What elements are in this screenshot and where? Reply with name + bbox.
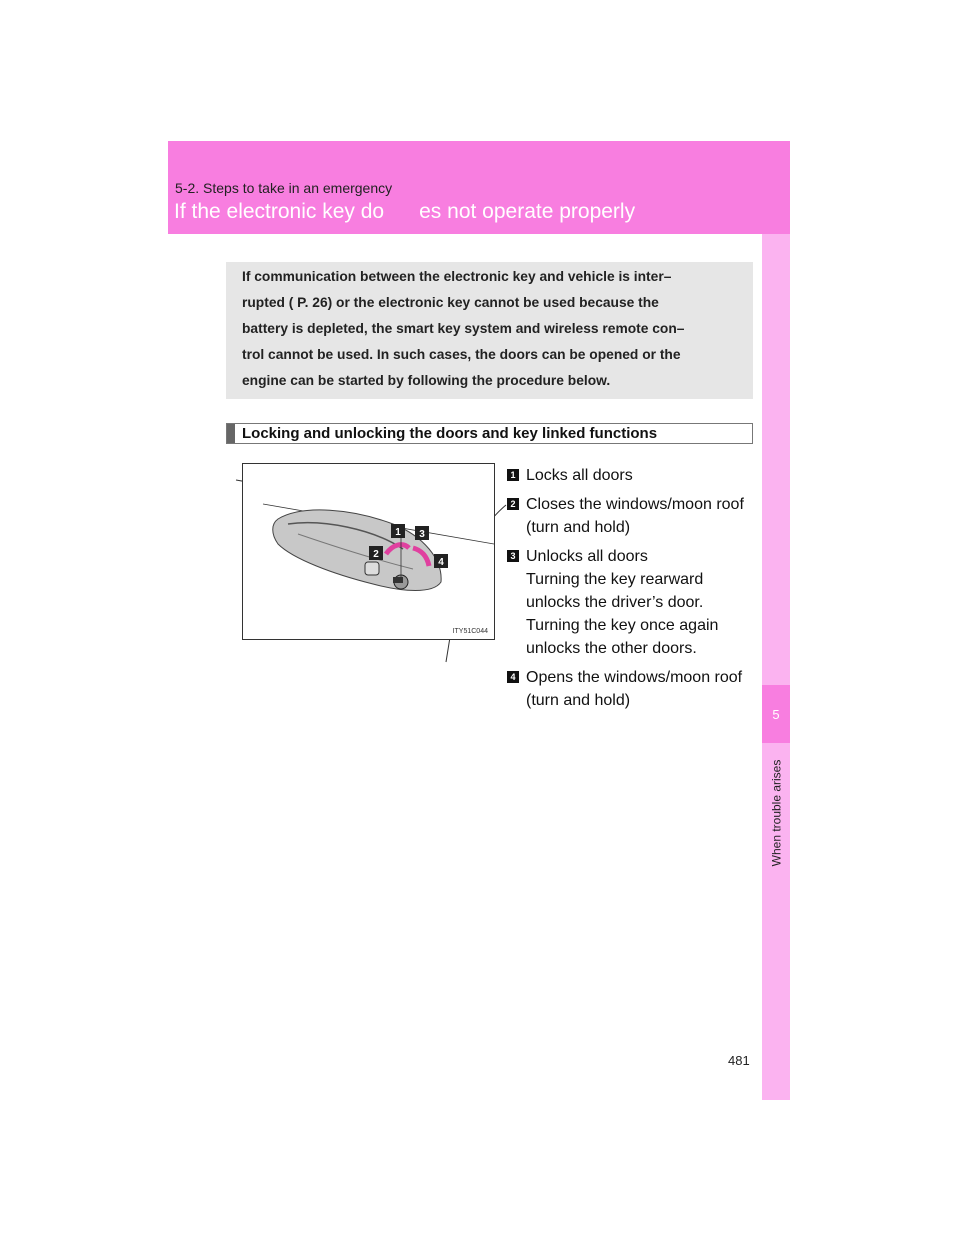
step-2-title: Closes the windows/moon roof (turn and hold) [526,496,744,536]
step-1 [507,464,757,487]
intro-line: engine can be started by following the procedure below. [242,373,611,388]
page-title: If the electronic key do es not operate properly [174,200,636,223]
callout-2 [369,546,383,560]
side-tab-label-text: When trouble arises [769,759,783,866]
svg-text:4: 4 [438,557,444,568]
step-3-description: Turning the key rearward unlocks the driver’s door. Turning the key once again unlocks the other doors. [526,571,719,657]
step-1-title: Locks all doors [526,467,633,484]
section-heading-text: Locking and unlocking the doors and key linked functions [242,425,658,442]
step-1-number: 1 [507,469,519,481]
door-handle-illustration [243,464,494,639]
svg-text:3: 3 [419,529,425,540]
intro-line: If communication between the electronic key and vehicle is inter– [242,269,672,284]
svg-text:2: 2 [373,549,379,560]
step-2 [507,493,757,539]
svg-text:1: 1 [395,527,401,538]
steps-list [507,464,757,718]
step-4-number: 4 [507,671,519,683]
intro-line: trol cannot be used. In such cases, the doors can be opened or the [242,347,681,362]
step-4 [507,666,757,712]
callout-4 [434,554,448,568]
step-4-title: Opens the windows/moon roof (turn and hold) [526,669,743,709]
step-2-number: 2 [507,498,519,510]
intro-line: battery is depleted, the smart key system and wireless remote con– [242,321,685,336]
door-handle-figure [242,463,495,640]
callout-3 [415,526,429,540]
intro-line: rupted ( P. 26) or the electronic key cannot be used because the [242,295,659,310]
step-3-number: 3 [507,550,519,562]
step-3 [507,545,757,660]
side-tab-number[interactable]: 5 [762,685,790,743]
figure-code: ITY51C044 [452,628,488,635]
step-3-title: Unlocks all doors [526,548,648,565]
page-number: 481 [728,1053,750,1068]
callout-1 [391,524,405,538]
section-label: 5-2. Steps to take in an emergency [175,180,393,196]
